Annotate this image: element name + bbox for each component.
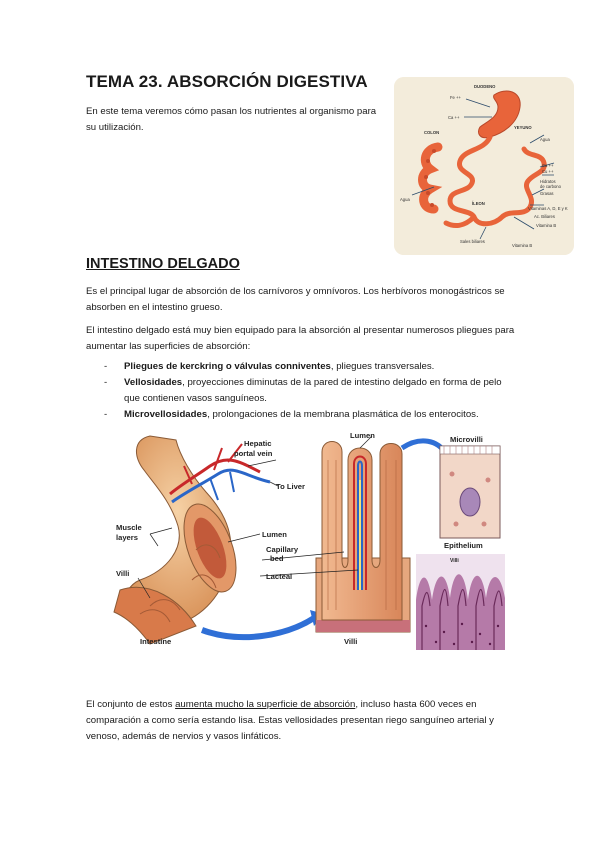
label-ac-biliares: Ac. Biliares — [534, 214, 555, 219]
closing-underlined-phrase: aumenta mucho la superficie de absorción — [175, 699, 356, 710]
label-grasas: Grasas — [540, 191, 554, 196]
list-item-term: Pliegues de kerckring o válvulas conniventes — [124, 361, 331, 372]
label-ca: Ca ++ — [448, 115, 460, 120]
list-dash: - — [104, 409, 108, 420]
list-item-description: , proyecciones diminutas de la pared de intestino delgado en forma de pelo que contienen vasos sanguíneos. — [124, 377, 502, 404]
intestine-villi-figure — [110, 430, 505, 658]
label-lumen-top: Lumen — [350, 431, 375, 440]
label-lumen-mid: Lumen — [262, 530, 287, 539]
list-dash: - — [104, 361, 108, 372]
label-agua-right: Agua — [540, 137, 550, 142]
label-vitaminas: Vitaminas A, D, E y K — [528, 206, 568, 211]
label-microvilli: Microvilli — [450, 435, 483, 444]
microvilli-drawing — [440, 446, 500, 538]
label-ca-right: Ca ++ — [542, 163, 554, 168]
label-epithelium: Epithelium — [444, 541, 483, 550]
label-fe: Fe ++ — [450, 95, 461, 100]
label-duodeno: DUODENO — [474, 84, 496, 89]
list-item — [86, 407, 516, 423]
label-lacteal: Lacteal — [266, 572, 293, 581]
list-item — [86, 375, 516, 407]
section-paragraph-1: Es el principal lugar de absorción de los carnívoros y omnívoros. Los herbívoros monogástricos se absorben en el intestino grueso. — [86, 286, 505, 313]
label-agua-left: Agua — [400, 197, 410, 202]
label-cu-right: Cu ++ — [542, 169, 554, 174]
digestive-tract-illustration — [394, 77, 574, 255]
closing-paragraph — [86, 697, 516, 745]
label-villi-left: Villi — [116, 569, 130, 578]
intestine-tube-drawing — [114, 436, 324, 644]
closing-text-start: El conjunto de estos — [86, 699, 176, 710]
closing-text-end: , incluso hasta 600 veces en comparación a como sería estando lisa. Estas vellosidades presentan riego sanguíneo arterial y venoso, además de nervios y vasos linfáticos. — [86, 699, 494, 742]
label-villi-bottom: Villi — [344, 637, 358, 646]
label-muscle: Muscle — [116, 523, 142, 532]
list-item-description: , pliegues transversales. — [330, 361, 435, 372]
villi-micrograph — [416, 554, 505, 650]
label-hidratos: Hidratos — [540, 179, 556, 184]
label-hepatic: Hepatic — [244, 439, 272, 448]
section-heading: INTESTINO DELGADO — [86, 256, 240, 272]
list-item-description: , prolongaciones de la membrana plasmática de los enterocitos. — [207, 409, 479, 420]
list-item-term: Microvellosidades — [124, 409, 208, 420]
label-colon: COLON — [424, 130, 440, 135]
list-item-term: Vellosidades — [124, 377, 183, 388]
list-item — [86, 359, 516, 375]
label-vitamina-b: Vitamina B — [512, 243, 533, 248]
page-title: TEMA 23. ABSORCIÓN DIGESTIVA — [86, 72, 368, 91]
label-carbono: de carbono — [540, 184, 561, 189]
digestive-absorption-figure — [394, 77, 574, 255]
section-paragraph-2: El intestino delgado está muy bien equipado para la absorción al presentar numerosos pliegues para aumentar las superficies de absorción: — [86, 325, 515, 352]
label-vitamina-b12: Vitamina B — [536, 223, 557, 228]
label-villi-micrograph: Villi — [450, 558, 459, 564]
label-portal-vein: portal vein — [234, 449, 273, 458]
label-ileon: ÍLEON — [472, 201, 485, 206]
label-capillary: Capillary — [266, 545, 299, 554]
intestine-villi-illustration — [110, 430, 505, 658]
label-bed: bed — [270, 554, 284, 563]
label-sales-biliares: Sales biliares — [460, 239, 485, 244]
label-intestine: Intestine — [140, 637, 172, 646]
label-layers: layers — [116, 533, 138, 542]
label-to-liver: To Liver — [276, 482, 305, 491]
absorption-structures-list — [86, 359, 516, 423]
label-yeyuno: YEYUNO — [514, 125, 532, 130]
intro-paragraph: En este tema veremos cómo pasan los nutrientes al organismo para su utilización. — [86, 106, 377, 133]
list-dash: - — [104, 377, 108, 388]
